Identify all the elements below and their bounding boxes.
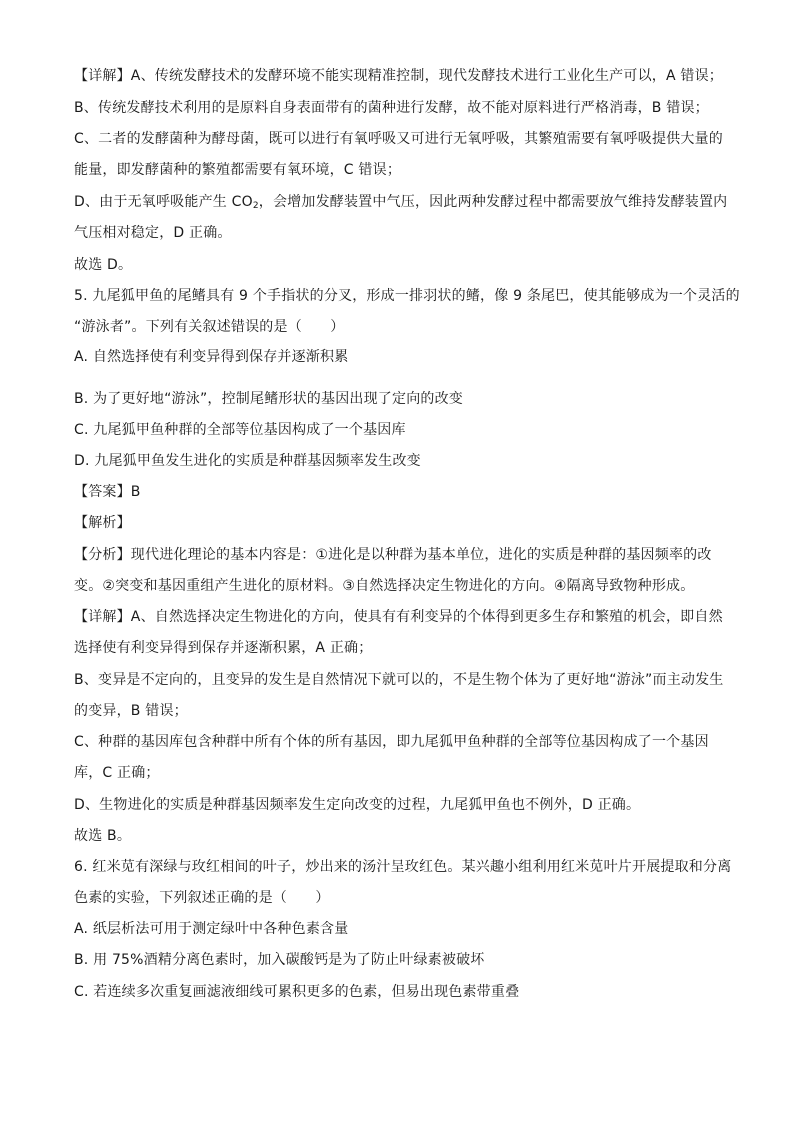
- q4-detail-line-4: 能量，即发酵菌种的繁殖都需要有氧环境，C 错误；: [74, 162, 402, 178]
- q5-option-d: D. 九尾狐甲鱼发生进化的实质是种群基因频率发生改变: [74, 453, 421, 469]
- q6-option-b: B. 用 75%酒精分离色素时，加入碳酸钙是为了防止叶绿素被破坏: [74, 952, 485, 968]
- q5-detail-line-5: C、种群的基因库包含种群中所有个体的所有基因，即九尾狐甲鱼种群的全部等位基因构成了一个基因: [74, 734, 709, 750]
- q4-detail-line-5-post: ，会增加发酵装置中气压，因此两种发酵过程中都需要放气维持发酵装置内: [258, 194, 728, 210]
- q5-option-c: C. 九尾狐甲鱼种群的全部等位基因构成了一个基因库: [74, 422, 406, 438]
- q4-detail-line-5-sub: 2: [252, 201, 259, 211]
- q5-analysis-label: 【解析】: [74, 515, 131, 531]
- q6-stem-line-1: 6. 红米苋有深绿与玫红相间的叶子，炒出来的汤汁呈玫红色。某兴趣小组利用红米苋叶片开展提取和分离: [74, 859, 732, 875]
- q5-detail-line-7: D、生物进化的实质是种群基因频率发生定向改变的过程，九尾狐甲鱼也不例外，D 正确。: [74, 797, 641, 813]
- q5-option-b: B. 为了更好地“游泳”，控制尾鳍形状的基因出现了定向的改变: [74, 391, 464, 407]
- q5-detail-line-1: 【详解】A、自然选择决定生物进化的方向，使具有有利变异的个体得到更多生存和繁殖的机会，即自然: [74, 609, 723, 625]
- q5-answer-label: 【答案】B: [74, 484, 141, 500]
- q5-stem-line-2: “游泳者”。下列有关叙述错误的是（ ）: [74, 319, 345, 335]
- q5-final-answer: 故选 B。: [74, 828, 132, 844]
- q5-option-a: A. 自然选择使有利变异得到保存并逐渐积累: [74, 349, 349, 365]
- q5-detail-line-3: B、变异是不定向的，且变异的发生是自然情况下就可以的，不是生物个体为了更好地“游泳”而主动发生: [74, 672, 724, 688]
- q4-detail-line-6: 气压相对稳定，D 正确。: [74, 225, 232, 241]
- q4-detail-line-2: B、传统发酵技术利用的是原料自身表面带有的菌种进行发酵，故不能对原料进行严格消毒，B 错误；: [74, 100, 709, 116]
- q4-detail-line-1: 【详解】A、传统发酵技术的发酵环境不能实现精准控制，现代发酵技术进行工业化生产可以，A 错误；: [74, 68, 724, 84]
- q6-option-c: C. 若连续多次重复画滤液细线可累积更多的色素，但易出现色素带重叠: [74, 984, 520, 1000]
- q5-analysis-line-1: 【分析】现代进化理论的基本内容是：①进化是以种群为基本单位，进化的实质是种群的基因频率的改: [74, 547, 712, 563]
- q4-detail-line-5-pre: D、由于无氧呼吸能产生 CO: [74, 194, 253, 210]
- q5-detail-line-6: 库，C 正确；: [74, 765, 160, 781]
- q4-detail-line-5: [74, 192, 728, 212]
- q6-option-a: A. 纸层析法可用于测定绿叶中各种色素含量: [74, 921, 349, 937]
- q4-answer: 故选 D。: [74, 257, 133, 273]
- q5-detail-line-2: 选择使有利变异得到保存并逐渐积累，A 正确；: [74, 640, 373, 656]
- q5-stem-line-1: 5. 九尾狐甲鱼的尾鳍具有 9 个手指状的分叉，形成一排羽状的鳍，像 9 条尾巴，使其能够成为一个灵活的: [74, 288, 740, 304]
- q5-analysis-line-2: 变。②突变和基因重组产生进化的原材料。③自然选择决定生物进化的方向。④隔离导致物种形成。: [74, 578, 695, 594]
- q5-detail-line-4: 的变异，B 错误；: [74, 703, 188, 719]
- q4-detail-line-3: C、二者的发酵菌种为酵母菌，既可以进行有氧呼吸又可进行无氧呼吸，其繁殖需要有氧呼吸提供大量的: [74, 131, 723, 147]
- q6-stem-line-2: 色素的实验，下列叙述正确的是（ ）: [74, 890, 330, 906]
